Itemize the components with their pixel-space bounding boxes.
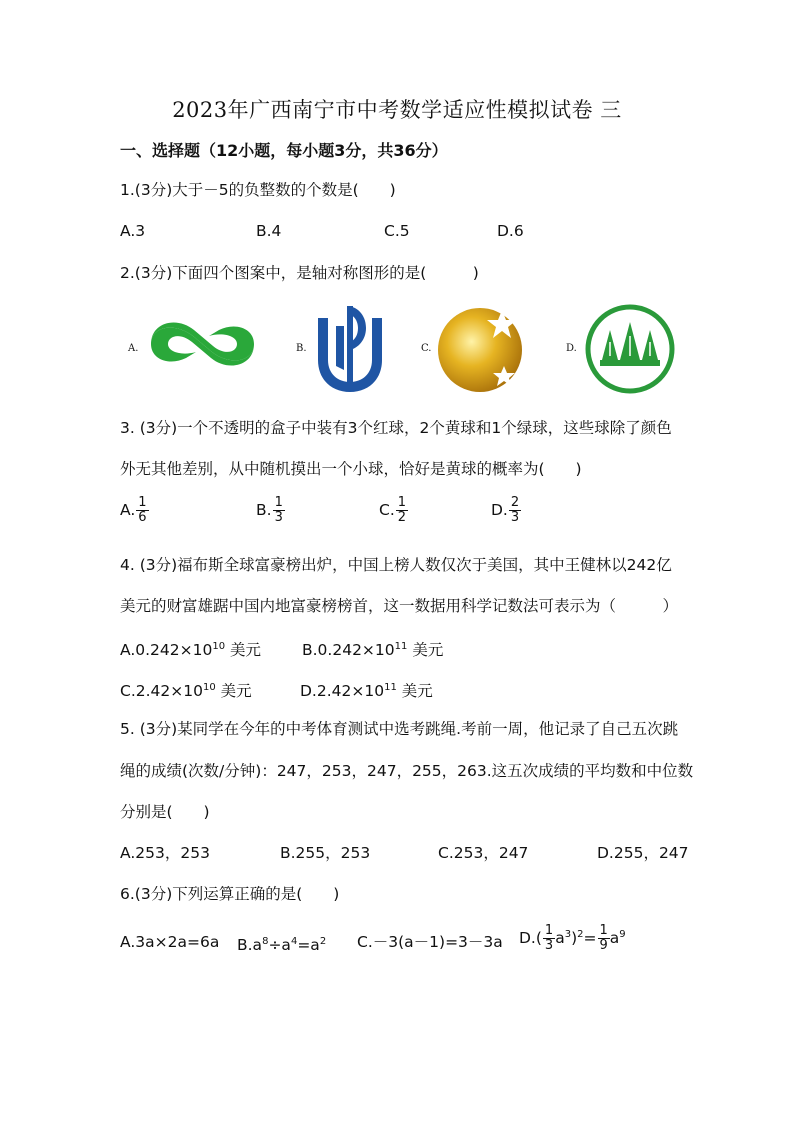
q3-option-b: B. $\frac{1}{3}$ — [256, 495, 283, 525]
q3-line-1: 3. (3分)一个不透明的盒子中装有3个红球，2个黄球和1个绿球，这些球除了颜色 — [120, 419, 672, 437]
q3-option-c: C. $\frac{1}{2}$ — [379, 495, 407, 525]
q3-option-d: D. $\frac{2}{3}$ — [491, 495, 520, 525]
q4-option-a: $A.0.242\times 10^{10}$ 美元 — [120, 641, 262, 660]
q6-option-c: C.－3(a－1)=3－3a — [357, 933, 503, 951]
q5-line-1: 5. (3分)某同学在今年的中考体育测试中选考跳绳.考前一周，他记录了自己五次跳 — [120, 720, 679, 738]
page-title: 2023年广西南宁市中考数学适应性模拟试卷 三 — [172, 98, 622, 122]
trident-logo-icon — [314, 304, 386, 394]
infinity-logo-icon — [145, 318, 260, 370]
q6-option-d: D.( $\frac{1}{3}$ $a^3)^2=$ $\frac{1}{9}$ $a^9$ — [519, 923, 626, 953]
q2-label-d: D. — [566, 343, 577, 354]
q2-label-a: A. — [128, 343, 139, 354]
q1-option-a: A.3 — [120, 222, 146, 240]
q5-option-c: C.253，247 — [438, 844, 529, 862]
q5-option-a: A.253，253 — [120, 844, 210, 862]
q5-option-d: D.255，247 — [597, 844, 689, 862]
q1-option-c: C.5 — [384, 222, 410, 240]
q6-option-b: $B.a^8\div a^4=a^2$ — [237, 936, 327, 955]
trees-circle-logo-icon — [584, 304, 676, 394]
q4-option-c: $C.2.42\times 10^{10}$ 美元 — [120, 682, 252, 701]
section-heading: 一、选择题（12小题，每小题3分，共36分） — [120, 141, 448, 160]
q3-option-a: A. $\frac{1}{6}$ — [120, 495, 147, 525]
q4-option-b: $B.0.242\times 10^{11}$ 美元 — [302, 641, 444, 660]
q1-option-b: B.4 — [256, 222, 282, 240]
q4-line-1: 4. (3分)福布斯全球富豪榜出炉，中国上榜人数仅次于美国，其中王健林以242亿 — [120, 556, 672, 574]
q5-line-3: 分别是( ) — [120, 803, 210, 821]
q2-label-c: C. — [421, 343, 432, 354]
q4-line-2: 美元的财富雄踞中国内地富豪榜榜首，这一数据用科学记数法可表示为（ ） — [120, 597, 679, 615]
q3-line-2: 外无其他差别，从中随机摸出一个小球，恰好是黄球的概率为( ) — [120, 460, 582, 478]
q1-option-d: D.6 — [497, 222, 524, 240]
q5-option-b: B.255，253 — [280, 844, 371, 862]
q4-option-d: $D.2.42\times 10^{11}$ 美元 — [300, 682, 433, 701]
q5-line-2: 绳的成绩(次数/分钟)：247，253，247，255，263.这五次成绩的平均数和中位数 — [120, 762, 694, 780]
q6-option-a: A.3a×2a=6a — [120, 933, 220, 951]
q2-label-b: B. — [296, 343, 307, 354]
golden-ball-star-icon — [436, 304, 526, 394]
q1-stem: 1.(3分)大于－5的负整数的个数是( ) — [120, 181, 396, 199]
q2-stem: 2.(3分)下面四个图案中，是轴对称图形的是( ) — [120, 264, 479, 282]
q6-stem: 6.(3分)下列运算正确的是( ) — [120, 885, 340, 903]
